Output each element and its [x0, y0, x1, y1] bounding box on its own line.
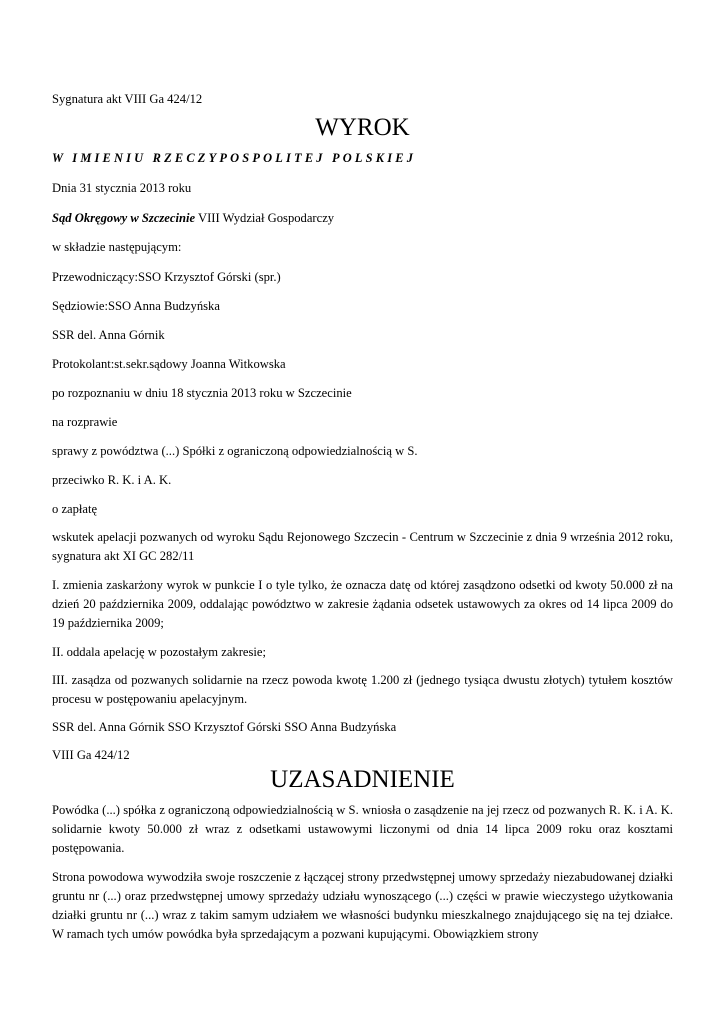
plaintiff-line: sprawy z powództwa (...) Spółki z ograniczoną odpowiedzialnością w S.	[52, 444, 418, 458]
justification-paragraph-2: Strona powodowa wywodziła swoje roszczenie z łączącej strony przedwstępnej umowy sprzedaży niezabudowanej działki gruntu nr (...) oraz przedwstępnej umowy sprzedaży udziału wynoszącego (...) części w prawie wieczystego użytkowania działki gruntu nr (...) wraz z takim samym udziałem we własności budynku mieszkalnego znajdującego się na tej działce. W ramach tych umów powódka była sprzedającym a pozwani kupującymi. Obowiązkiem strony	[52, 870, 673, 941]
case-signature: Sygnatura akt VIII Ga 424/12	[52, 92, 203, 106]
defendants-line: przeciwko R. K. i A. K.	[52, 473, 172, 487]
judge-2: SSR del. Anna Górnik	[52, 328, 165, 342]
session-line: na rozprawie	[52, 415, 118, 429]
presiding-judge: Przewodniczący:SSO Krzysztof Górski (spr.)	[52, 270, 281, 284]
clerk-line: Protokolant:st.sekr.sądowy Joanna Witkowska	[52, 357, 286, 371]
emblem-line: W IMIENIU RZECZYPOSPOLITEJ POLSKIEJ	[52, 151, 417, 165]
subject-line: o zapłatę	[52, 502, 98, 516]
court-name: Sąd Okręgowy w Szczecinie	[52, 211, 196, 225]
judgment-date: Dnia 31 stycznia 2013 roku	[52, 181, 192, 195]
court-line	[52, 209, 673, 228]
composition-line: w składzie następującym:	[52, 240, 182, 254]
judges-line: Sędziowie:SSO Anna Budzyńska	[52, 299, 220, 313]
signatures-line: SSR del. Anna Górnik SSO Krzysztof Górski SSO Anna Budzyńska	[52, 720, 397, 734]
appeal-paragraph: wskutek apelacji pozwanych od wyroku Sądu Rejonowego Szczecin - Centrum w Szczecinie z dnia 9 września 2012 roku, sygnatura akt XI GC 282/11	[52, 530, 673, 563]
ruling-point-1: I. zmienia zaskarżony wyrok w punkcie I o tyle tylko, że oznacza datę od której zasądzono odsetki od kwoty 50.000 zł na dzień 20 października 2009, oddalając powództwo w zakresie żądania odsetek ustawowych za okres od 14 lipca 2009 do 19 października 2009;	[52, 578, 673, 630]
justification-paragraph-1: Powódka (...) spółka z ograniczoną odpowiedzialnością w S. wniosła o zasądzenie na jej rzecz od pozwanych R. K. i A. K. solidarnie kwoty 50.000 zł wraz z odsetkami ustawowymi liczonymi od dnia 14 lipca 2009 roku oraz kosztami postępowania.	[52, 803, 673, 855]
justification-title: UZASADNIENIE	[270, 766, 455, 793]
justification-case-ref: VIII Ga 424/12	[52, 748, 130, 762]
court-division: VIII Wydział Gospodarczy	[195, 211, 335, 225]
judgment-title: WYROK	[315, 114, 410, 141]
ruling-point-3: III. zasądza od pozwanych solidarnie na rzecz powoda kwotę 1.200 zł (jednego tysiąca dwustu złotych) tytułem kosztów procesu w postępowaniu apelacyjnym.	[52, 673, 673, 706]
hearing-line: po rozpoznaniu w dniu 18 stycznia 2013 roku w Szczecinie	[52, 386, 352, 400]
ruling-point-2: II. oddala apelację w pozostałym zakresie;	[52, 645, 266, 659]
